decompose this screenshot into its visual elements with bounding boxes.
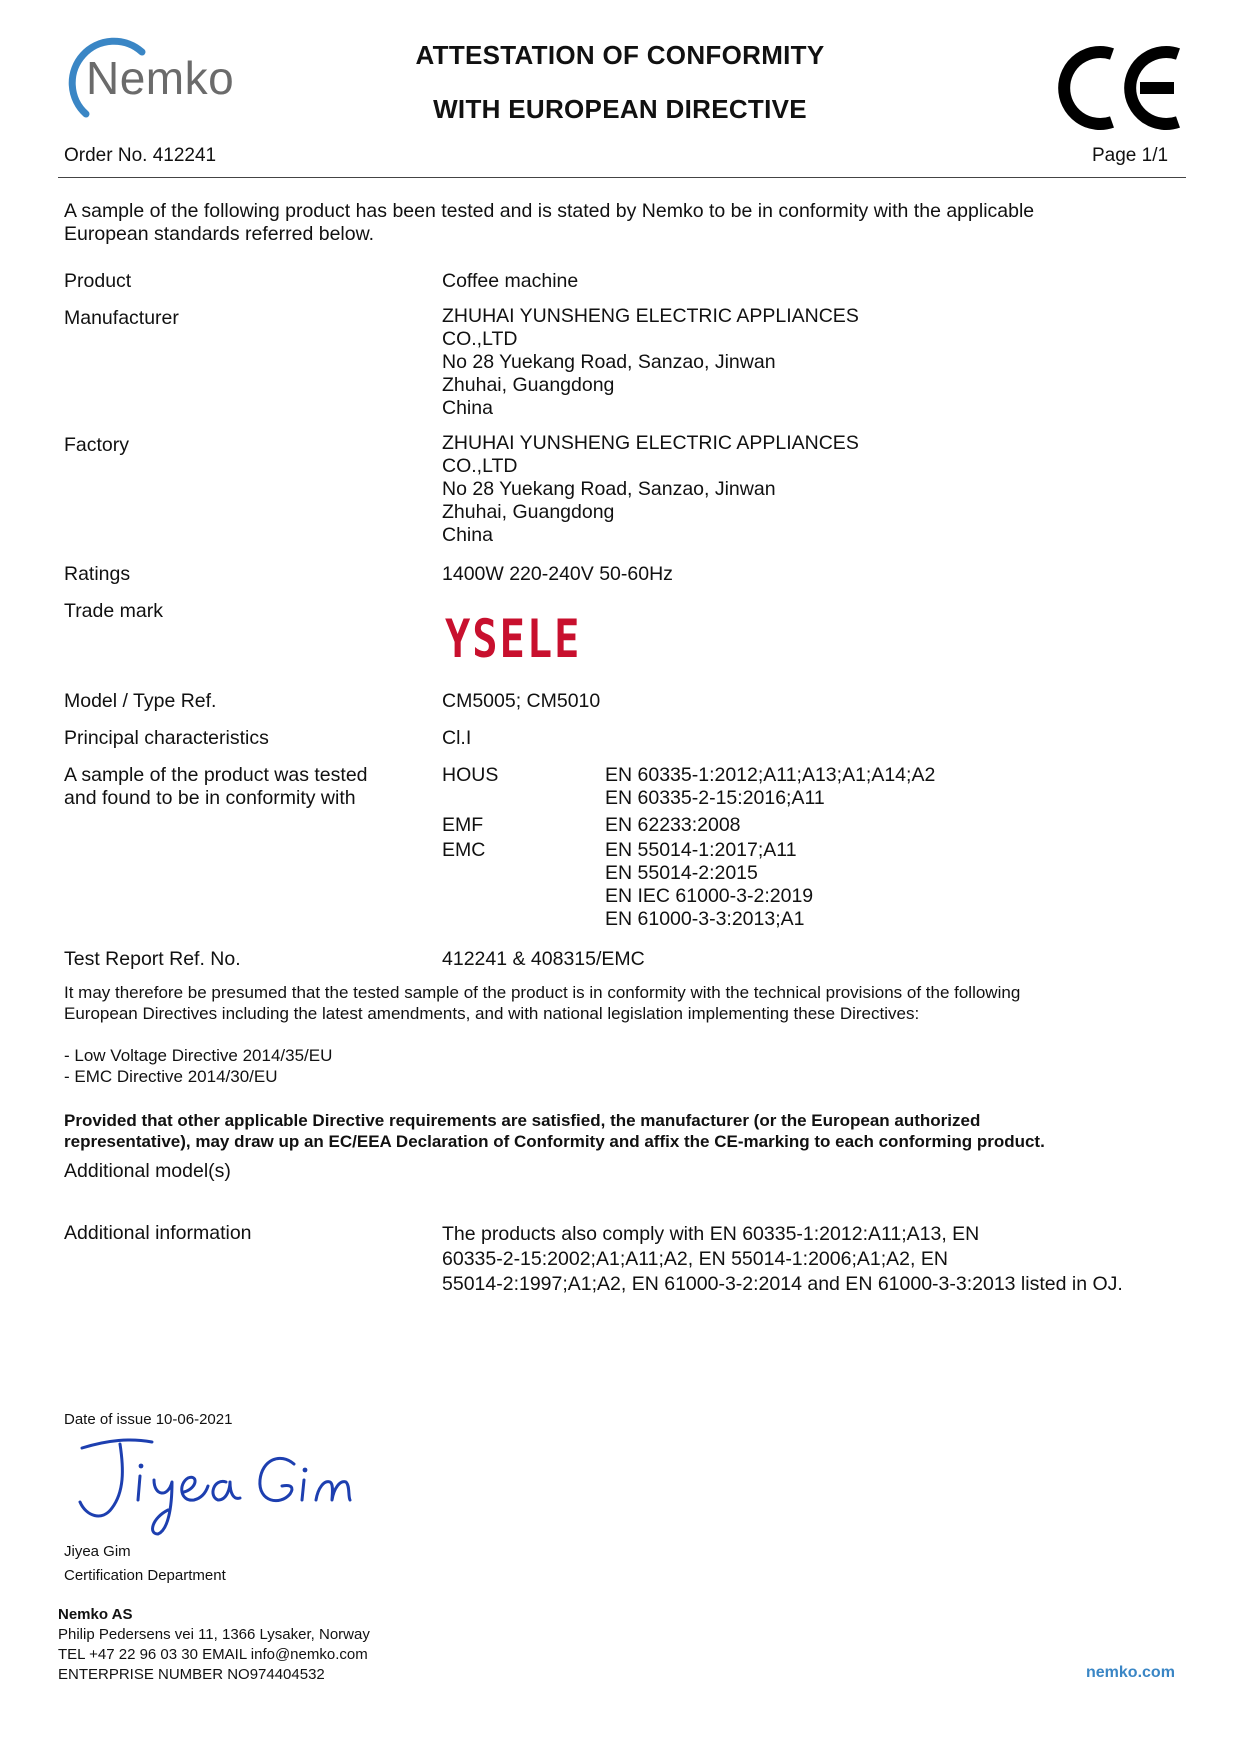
trademark-logo: YSELE [445,608,582,670]
signatory-department: Certification Department [64,1567,226,1584]
nemko-logo [64,36,264,126]
footer-website-link[interactable]: nemko.com [1086,1664,1175,1681]
test-report-value: 412241 & 408315/EMC [442,948,645,970]
title-line2: WITH EUROPEAN DIRECTIVE [433,94,807,124]
ratings-label: Ratings [64,563,131,585]
trademark-label: Trade mark [64,600,163,622]
directive-item: - Low Voltage Directive 2014/35/EU [64,1046,333,1065]
footer-enterprise: ENTERPRISE NUMBER NO974404532 [58,1666,325,1683]
signatory-name: Jiyea Gim [64,1543,131,1560]
page-number: Page 1/1 [1092,145,1169,166]
signature [68,1430,368,1540]
footer-contact: TEL +47 22 96 03 30 EMAIL info@nemko.com [58,1646,368,1663]
nemko-logo-text: Nemko [86,52,235,104]
factory-label: Factory [64,434,130,456]
directive-item: - EMC Directive 2014/30/EU [64,1067,278,1086]
order-number: Order No. 412241 [64,145,217,166]
conformity-standards-emc: EN 55014-1:2017;A11 EN 55014-2:2015 EN IEC 61000-3-2:2019 EN 61000-3-3:2013;A1 [605,839,814,930]
presumption-text: It may therefore be presumed that the tested sample of the product is in conformity with the technical provisions of the following European Directives including the latest amendments, and with national legislation implementing these Directives: [64,983,1021,1023]
footer-address: Philip Pedersens vei 11, 1366 Lysaker, Norway [58,1626,370,1643]
ce-mark [1058,40,1188,141]
conformity-group-hous: HOUS [442,764,499,786]
signature-icon [68,1430,368,1540]
header-divider [58,177,1186,178]
date-of-issue: Date of issue 10-06-2021 [64,1411,233,1428]
directives-list [64,1045,332,1087]
ce-mark-icon [1058,40,1188,136]
product-value: Coffee machine [442,270,579,292]
intro-text: A sample of the following product has been tested and is stated by Nemko to be in conformity with the applicable European standards referred below. [64,200,1035,245]
additional-info-label: Additional information [64,1222,252,1244]
model-label: Model / Type Ref. [64,690,217,712]
additional-info-value: The products also comply with EN 60335-1:2012:A11;A13, EN 60335-2-15:2002;A1;A11;A2, EN 55014-1:2006;A1;A2, EN 55014-2:1997;A1;A2, EN 61000-3-2:2014 and EN 61000-3-3:2013 listed in OJ. [442,1223,1123,1295]
conformity-group-emf: EMF [442,814,484,836]
manufacturer-label: Manufacturer [64,307,179,329]
manufacturer-value: ZHUHAI YUNSHENG ELECTRIC APPLIANCES CO.,LTD No 28 Yuekang Road, Sanzao, Jinwan Zhuhai, Guangdong China [442,305,859,419]
factory-value: ZHUHAI YUNSHENG ELECTRIC APPLIANCES CO.,LTD No 28 Yuekang Road, Sanzao, Jinwan Zhuhai, Guangdong China [442,432,859,546]
model-value: CM5005; CM5010 [442,690,601,712]
product-label: Product [64,270,132,292]
footer-company: Nemko AS [58,1606,133,1623]
test-report-label: Test Report Ref. No. [64,948,241,970]
conformity-label: A sample of the product was tested and found to be in conformity with [64,764,368,809]
additional-models-label: Additional model(s) [64,1160,231,1182]
principal-value: Cl.I [442,727,472,749]
ratings-value: 1400W 220-240V 50-60Hz [442,563,673,585]
conformity-group-emc: EMC [442,839,486,861]
provided-text: Provided that other applicable Directive requirements are satisfied, the manufacturer (or the European authorized representative), may draw up an EC/EEA Declaration of Conformity and affix the CE-marking to each conforming product. [64,1111,1045,1151]
conformity-standards-hous: EN 60335-1:2012;A11;A13;A1;A14;A2 EN 60335-2-15:2016;A11 [605,764,936,809]
principal-label: Principal characteristics [64,727,269,749]
conformity-standards-emf: EN 62233:2008 [605,814,741,836]
title-line1: ATTESTATION OF CONFORMITY [415,40,825,70]
